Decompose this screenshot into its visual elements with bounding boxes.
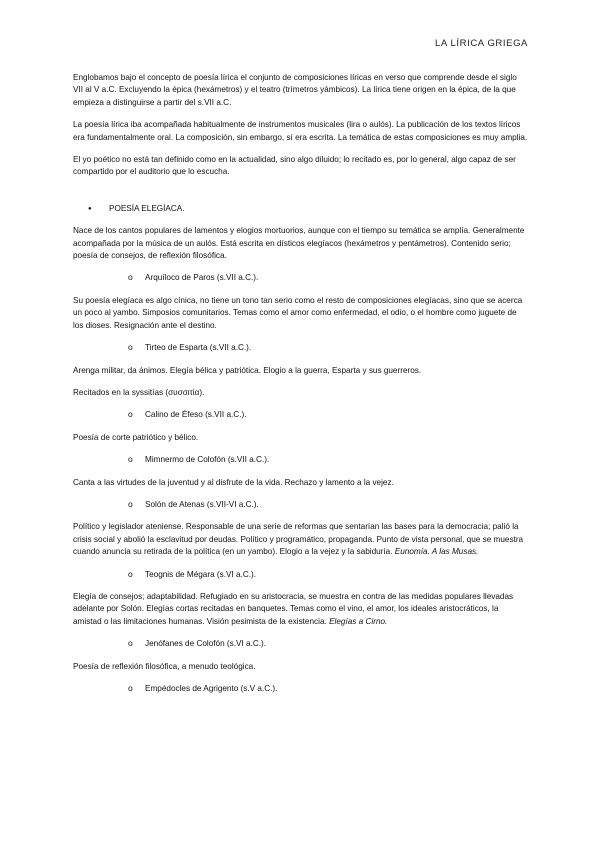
running-header: LA LÍRICA GRIEGA <box>434 38 528 49</box>
poet-heading-calino: o Calino de Éfeso (s.VII a.C.). <box>73 409 528 421</box>
poet-heading-tirteo: o Tirteo de Esparta (s.VII a.C.). <box>73 342 528 354</box>
section-description: Nace de los cantos populares de lamentos y elogios mortuorios, aunque con el tiempo su temática se amplía. Generalmente acompañada por la música de un aulós. Está escrita en dísticos elegíacos (hexámetros y pentámetros). Contenido serio; poesía de consejos, de reflexión filosófica. <box>73 226 525 261</box>
poet-heading-solon: o Solón de Atenas (s.VII-VI a.C.). <box>73 499 528 511</box>
poet-text-jenofanes: Poesía de reflexión filosófica, a menudo teológica. <box>73 661 256 671</box>
poet-text-mimnermo: Canta a las virtudes de la juventud y al disfrute de la vida. Rechazo y lamento a la vejez. <box>73 477 394 487</box>
poet-text-solon <box>73 521 528 558</box>
poet-heading-empedocles: o Empédocles de Agrigento (s.V a.C.). <box>73 683 528 695</box>
poet-works-solon: Eunomía. A las Musas. <box>394 547 479 557</box>
poet-text-tirteo-2: Recitados en la syssitías (συσσιτία). <box>73 387 205 397</box>
document-body <box>73 72 528 705</box>
section-heading: ● POESÍA ELEGÍACA. <box>73 203 528 215</box>
poet-heading-arquiloco: o Arquíloco de Paros (s.VII a.C.). <box>73 272 528 284</box>
intro-paragraph-3: El yo poético no está tan definido como en la actualidad, sino algo diluido; lo recitado es, por lo general, algo capaz de ser compartido por el auditorio que lo escucha. <box>73 155 516 177</box>
poet-text-arquiloco: Su poesía elegíaca es algo cínica, no tiene un tono tan serio como el resto de composiciones elegíacas, sino que se acerca un poco al yambo. Simposios comunitarios. Temas como el amor como enfermedad, el odio, o el hombre como juguete de los dioses. Resignación ante el destino. <box>73 295 523 330</box>
intro-paragraph-1: Englobamos bajo el concepto de poesía lírica el conjunto de composiciones líricas en verso que comprende desde el siglo VII al V a.C. Excluyendo la épica (hexámetros) y el teatro (trímetros yámbicos). La lírica tiene origen en la épica, de la que empieza a distinguirse a partir del s.VII a.C. <box>73 73 517 107</box>
poet-heading-jenofanes: o Jenófanes de Colofón (s.VI a.C.). <box>73 638 528 650</box>
poet-text-solon-body: Político y legislador ateniense. Responsable de una serie de reformas que sentarían las bases para la democracia; palió la crisis social y abolió la esclavitud por deudas. Político y programático, propaganda. Punto de vista personal, que se muestra cuando anuncia su retirada de la política (en un yambo). Elogio a la vejez y la sabiduría. <box>73 522 524 557</box>
poet-text-teognis-body: Elegía de consejos; adaptabilidad. Refugiado en su aristocracia, se muestra en contra de las medidas populares llevadas adelante por Solón. Elegías cortas recitadas en banquetes. Temas como el vino, el amor, los ideales aristocráticos, la amistad o las limitaciones humanas. Visión pesimista de la existencia. <box>73 591 514 626</box>
intro-paragraph-2: La poesía lírica iba acompañada habitualmente de instrumentos musicales (lira o aulós). La publicación de los textos líricos era fundamentalmente oral. La composición, sin embargo, sí era escrita. La temática de estas composiciones es muy amplia. <box>73 120 528 142</box>
poet-text-teognis <box>73 591 528 628</box>
poet-heading-teognis: o Teognis de Mégara (s.VI a.C.). <box>73 569 528 581</box>
poet-text-calino: Poesía de corte patriótico y bélico. <box>73 432 199 442</box>
poet-text-tirteo: Arenga militar, da ánimos. Elegía bélica y patriótica. Elogio a la guerra, Esparta y sus guerreros. <box>73 365 422 375</box>
poet-works-teognis: Elegías a Cirno. <box>329 616 388 626</box>
poet-heading-mimnermo: o Mimnermo de Colofón (s.VII a.C.). <box>73 454 528 466</box>
